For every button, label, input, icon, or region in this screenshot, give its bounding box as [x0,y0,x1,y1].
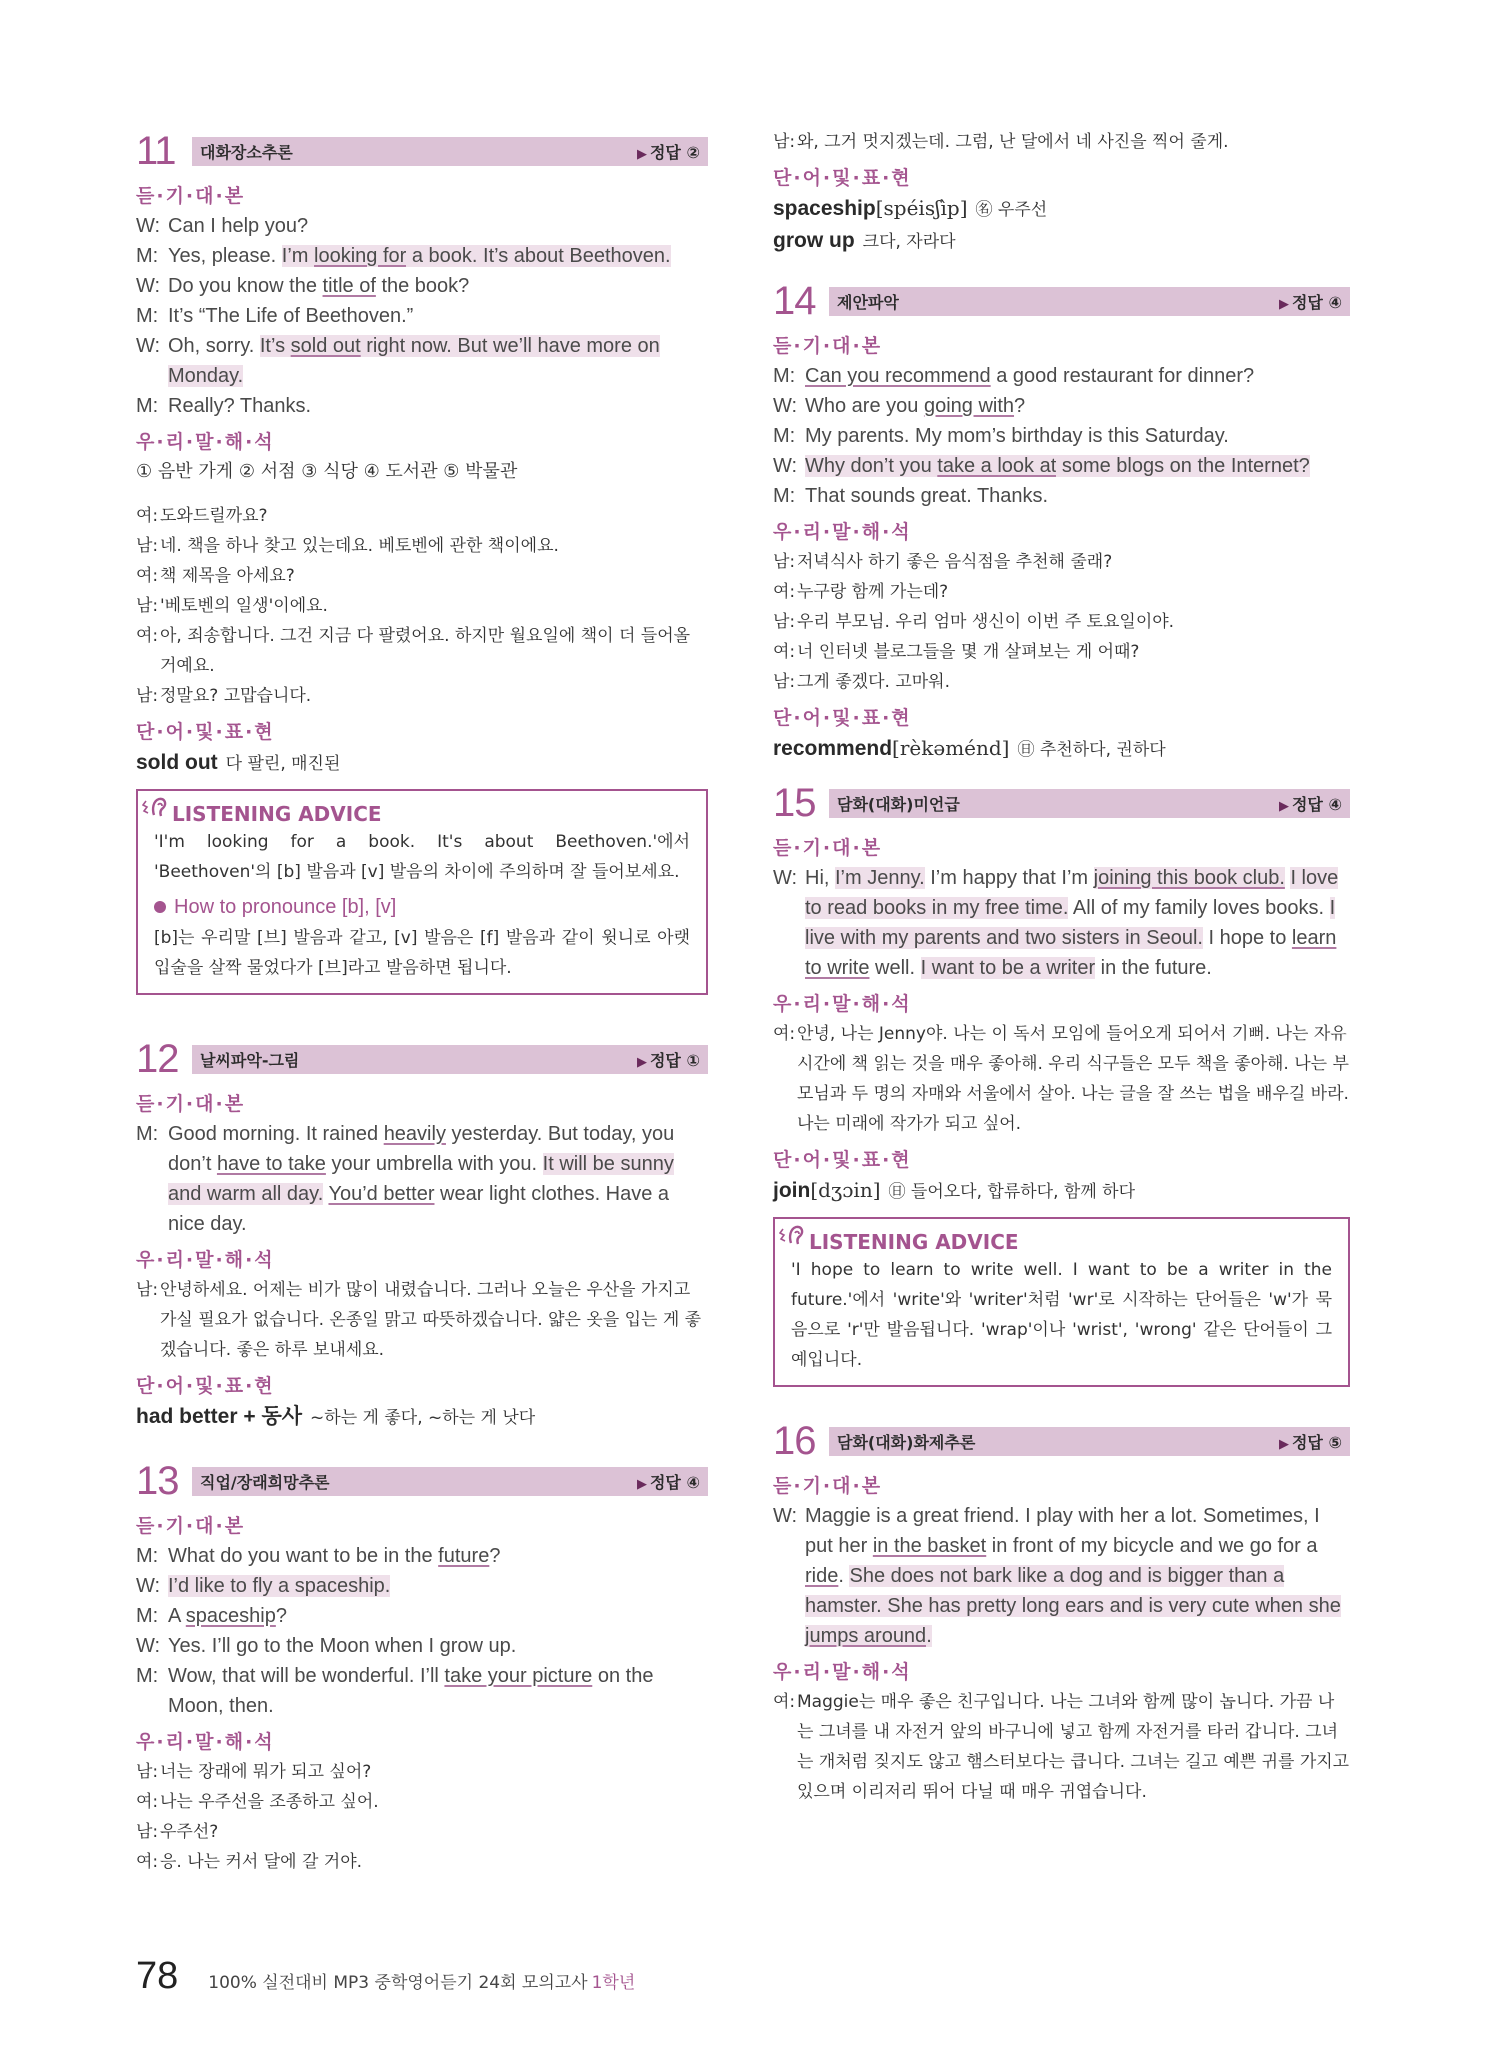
translation-text: 응. 나는 커서 달에 갈 거야. [160,1852,363,1872]
script-line [773,361,1350,391]
question-type: 담화(대화)화제추론 [837,1432,976,1452]
speaker: 남: [136,1822,159,1842]
script-text: It will be sunny and warm all day. [168,1153,674,1205]
script-text: Do you know the [168,275,323,297]
translation-line [773,577,1350,607]
script-text: You’d better [328,1183,435,1205]
speaker: M: [136,395,159,417]
script-line [136,1119,708,1239]
translation-line [773,607,1350,637]
script-text: Yes. I’ll go to the Moon when I grow up. [168,1635,517,1657]
translation-line [136,591,708,621]
play-arrow-icon: ▶ [1278,296,1289,312]
vocab-pronunciation: [rèkəménd] [892,736,1010,760]
vocab-list [773,193,1350,257]
speaker: 남: [136,1280,159,1300]
script-text: . [926,1625,932,1647]
script-text: take a look at [937,455,1057,477]
script-line [773,421,1350,451]
speaker: W: [136,215,161,237]
translation-lines [136,1275,708,1365]
script-text: wear light clothes. Have a nice day. [168,1183,670,1235]
translation-label: 우·리·말·해·석 [773,1661,912,1683]
vocab-label: 단·어·및·표·현 [136,1375,275,1397]
translation-lines [773,1019,1350,1139]
question-type: 대화장소추론 [200,142,293,162]
translation-text: 안녕하세요. 어제는 비가 많이 내렸습니다. 그러나 오늘은 우산을 가지고 가실 필요가 없습니다. 온종일 맑고 따뜻하겠습니다. 얇은 옷을 입는 게 좋겠습니다. 좋은 하루 보내세요. [160,1280,702,1360]
translation-line [136,1757,708,1787]
speaker: W: [773,455,798,477]
answer-badge [1279,290,1342,313]
answer-text: 정답 ⑤ [1291,1432,1342,1452]
script-text: learn to write [805,927,1337,979]
translation-line [773,1687,1350,1807]
script-text: Oh, sorry. [168,335,260,357]
translation-lines [136,501,708,711]
script-text: joining this book club. [1093,867,1285,889]
advice-title-text: LISTENING ADVICE [172,802,382,826]
script-text: Really? Thanks. [168,395,312,417]
question-13 [136,1457,708,1877]
script-text: . [838,1565,850,1587]
translation-text: Maggie는 매우 좋은 친구입니다. 나는 그녀와 함께 많이 놉니다. 가끔 나는 그녀를 내 자전거 앞의 바구니에 넣고 함께 자전거를 타러 갑니다. 그녀는 개처럼 짖지도 않고 햄스터보다는 큽니다. 그녀는 길고 예쁜 귀를 가지고 있으며 이리저리 뛰어 다닐 때 매우 귀엽습니다. [797,1692,1350,1802]
script-text: Hi, [805,867,835,889]
vocab-label: 단·어·및·표·현 [773,1149,912,1171]
speaker: W: [136,1635,161,1657]
script-text: jumps around [805,1625,927,1647]
advice-text: 'I hope to learn to write well. I want to be a writer in the future.'에서 'write'와 'writer'처럼 'wr'로 시작하는 단어들은 'w'가 묵음으로 'r'만 발음됩니다. 'wrap'이나 'wrist', 'wrong' 같은 단어들이 그 예입니다. [791,1260,1332,1370]
script-lines [773,863,1350,983]
script-text: That sounds great. Thanks. [805,485,1049,507]
translation-line [136,1275,708,1365]
grade-label: 1학년 [591,1973,636,1993]
speaker: 남: [773,552,796,572]
speaker: M: [136,245,159,267]
question-15 [773,779,1350,1387]
script-text: ? [275,1605,287,1627]
question-12 [136,1035,708,1433]
left-column [136,127,708,1877]
script-text: A [168,1605,186,1627]
script-text: going with [923,395,1015,417]
vocab-meaning: ~하는 게 좋다, ~하는 게 낫다 [310,1408,536,1428]
listening-advice-box [136,789,708,995]
page-footer [136,1955,635,1998]
script-label: 듣·기·대·본 [773,1475,883,1497]
question-type: 담화(대화)미언급 [837,794,960,814]
script-lines [136,211,708,421]
script-line [136,241,708,271]
speaker: W: [773,867,798,889]
script-text: in front of my bicycle and we go for a [986,1535,1318,1557]
vocab-item [773,193,1350,225]
answer-options: ① 음반 가게 ② 서점 ③ 식당 ④ 도서관 ⑤ 박물관 [136,461,518,482]
script-text: It’s [259,335,291,357]
script-text: right now. But we’ll have more on Monday. [168,335,660,387]
play-arrow-icon: ▶ [636,1476,647,1492]
vocab-word: sold out [136,751,218,774]
question-16 [773,1417,1350,1807]
translation-line [773,637,1350,667]
question-number: 14 [773,279,816,323]
script-text: sold out [290,335,361,357]
script-line [773,391,1350,421]
script-text: I’d like to fly a spaceship. [168,1575,391,1597]
vocab-label: 단·어·및·표·현 [136,721,275,743]
script-line [136,271,708,301]
speaker: M: [136,1605,159,1627]
translation-line [136,501,708,531]
question-type-bar [829,1427,1350,1456]
script-line [136,1541,708,1571]
translation-text: '베토벤의 일생'이에요. [160,596,328,616]
vocab-item [773,733,1350,765]
translation-text: 저녁식사 하기 좋은 음식점을 추천해 줄래? [797,552,1113,572]
script-text: a book. It’s about Beethoven. [406,245,671,267]
answer-text: 정답 ① [649,1050,700,1070]
translation-label: 우·리·말·해·석 [773,993,912,1015]
speaker: M: [136,1545,159,1567]
script-line [136,1661,708,1721]
translation-text: 도와드릴까요? [160,506,268,526]
script-text: My parents. My mom’s birthday is this Saturday. [805,425,1229,447]
question-number: 12 [136,1037,179,1081]
script-text: ? [1014,395,1026,417]
script-line [773,451,1350,481]
speaker: W: [773,395,798,417]
translation-line [136,1787,708,1817]
speaker: 남: [136,686,159,706]
vocab-meaning: ㊔ 우주선 [975,200,1048,220]
script-lines [136,1119,708,1239]
answer-badge [637,1048,700,1071]
advice-subtitle [154,891,690,923]
speaker: 여: [773,1024,796,1044]
vocab-item [773,1175,1350,1207]
translation-text: 안녕, 나는 Jenny야. 나는 이 독서 모임에 들어오게 되어서 기뻐. 나는 자유 시간에 책 읽는 것을 매우 좋아해. 우리 식구들은 모두 책을 좋아해. 나는 부모님과 두 명의 자매와 서울에서 살아. 나는 글을 잘 쓰는 법을 배우길 바라. 나는 미래에 작가가 되고 싶어. [797,1024,1349,1134]
translation-line [773,127,1350,157]
script-text: Why don’t you [805,455,938,477]
script-lines [136,1541,708,1721]
advice-text: 'I'm looking for a book. It's about Beethoven.'에서 'Beethoven'의 [b] 발음과 [v] 발음의 차이에 주의하며 잘 들어보세요. [154,832,690,882]
speaker: 남: [773,672,796,692]
speaker: 남: [773,132,796,152]
question-header [136,1457,708,1505]
question-type-bar [192,137,708,166]
translation-text: 나는 우주선을 조종하고 싶어. [160,1792,379,1812]
play-arrow-icon: ▶ [636,1054,647,1070]
script-text: in the future. [1095,957,1212,979]
translation-lines [773,1687,1350,1807]
script-text: the book? [375,275,470,297]
page-number: 78 [136,1955,179,1997]
script-text: have to take [216,1153,326,1175]
script-text: I want to be a writer [920,957,1096,979]
question-type-bar [192,1467,708,1496]
question-header [136,127,708,175]
translation-text: 와, 그거 멋지겠는데. 그럼, 난 달에서 네 사진을 찍어 줄게. [797,132,1229,152]
speaker: 여: [136,626,159,646]
vocab-item [136,747,708,779]
script-text: spaceship [185,1605,276,1627]
speaker: 여: [773,582,796,602]
ear-icon [142,795,172,830]
script-line [773,863,1350,983]
translation-lines [773,547,1350,697]
translation-line [136,531,708,561]
vocab-meaning: ㊐ 추천하다, 권하다 [1017,740,1166,760]
bullet-icon [154,901,166,913]
question-number: 11 [136,129,176,173]
vocab-label: 단·어·및·표·현 [773,707,912,729]
script-text: I love to read books in my free time. [805,867,1339,919]
answer-text: 정답 ④ [1291,794,1342,814]
speaker: M: [773,425,796,447]
script-text: Can you recommend [805,365,991,387]
speaker: 여: [773,642,796,662]
translation-line [136,1817,708,1847]
translation-label: 우·리·말·해·석 [136,1731,275,1753]
translation-line [136,681,708,711]
script-lines [773,361,1350,511]
script-text: Maggie is a great friend. I play with her a lot. Sometimes, I put her [805,1505,1320,1557]
script-text: I’m [281,245,315,267]
vocab-word: grow up [773,229,855,252]
speaker: M: [136,1123,159,1145]
question-number: 15 [773,781,816,825]
translation-text: 네. 책을 하나 찾고 있는데요. 베토벤에 관한 책이에요. [160,536,559,556]
translation-lines [136,1757,708,1877]
vocab-meaning: 다 팔린, 매진된 [225,754,341,774]
script-text: your umbrella with you. [325,1153,543,1175]
script-text: a good restaurant for dinner? [990,365,1255,387]
question-type-bar [829,287,1350,316]
speaker: 여: [773,1692,796,1712]
script-text: All of my family loves books. [1068,897,1330,919]
script-text: Wow, that will be wonderful. I’ll [168,1665,445,1687]
speaker: W: [136,275,161,297]
script-text: future [438,1545,490,1567]
script-text: It’s “The Life of Beethoven.” [168,305,414,327]
answer-badge [637,1470,700,1493]
vocab-item [773,225,1350,257]
question-14 [773,277,1350,765]
script-line [136,391,708,421]
script-line [136,1571,708,1601]
script-line [136,1601,708,1631]
vocab-word: join [773,1179,811,1202]
script-text: Good morning. It rained [168,1123,384,1145]
question-type-bar [829,789,1350,818]
translation-label: 우·리·말·해·석 [136,1249,275,1271]
translation-label: 우·리·말·해·석 [773,521,912,543]
script-text: I’m Jenny. [835,867,925,889]
answer-badge [637,140,700,163]
advice-title [791,1223,1332,1255]
script-text: ride [805,1565,839,1587]
translation-text: 우리 부모님. 우리 엄마 생신이 이번 주 토요일이야. [797,612,1175,632]
script-label: 듣·기·대·본 [773,837,883,859]
advice-subtitle-text: How to pronounce [b], [v] [174,896,397,918]
vocab-item [136,1401,708,1433]
script-line [136,211,708,241]
listening-advice-box [773,1217,1350,1387]
speaker: 남: [136,1762,159,1782]
speaker: W: [136,335,161,357]
advice-sub-text: [b]는 우리말 [브] 발음과 같고, [v] 발음은 [f] 발음과 같이 윗니로 아랫입술을 살짝 물었다가 [브]라고 발음하면 됩니다. [154,928,690,978]
vocab-meaning: ㊐ 들어오다, 합류하다, 함께 하다 [888,1182,1136,1202]
translation-line [773,667,1350,697]
question-header [773,1417,1350,1465]
translation-label: 우·리·말·해·석 [136,431,275,453]
speaker: M: [773,485,796,507]
vocab-list [773,733,1350,765]
vocab-word: recommend [773,737,893,760]
translation-text: 너는 장래에 뭐가 되고 싶어? [160,1762,372,1782]
script-text: title of [322,275,376,297]
script-text: on the Moon, then. [168,1665,654,1717]
question-header [136,1035,708,1083]
vocab-list [136,1401,708,1433]
vocab-pronunciation: [spéisʃìp] [875,196,968,220]
vocab-pronunciation: [dʒɔin] [810,1178,881,1202]
script-lines [773,1501,1350,1651]
speaker: 여: [136,1792,159,1812]
script-text: I hope to [1202,927,1292,949]
script-text: What do you want to be in the [168,1545,439,1567]
translation-text: 아, 죄송합니다. 그건 지금 다 팔렸어요. 하지만 월요일에 책이 더 들어올 거예요. [160,626,691,676]
translation-line [773,1019,1350,1139]
script-text: Who are you [805,395,924,417]
script-line [136,1631,708,1661]
play-arrow-icon: ▶ [1278,798,1289,814]
script-label: 듣·기·대·본 [136,1515,246,1537]
script-text: looking for [314,245,407,267]
script-text: heavily [383,1123,446,1145]
speaker: M: [136,305,159,327]
question-header [773,277,1350,325]
question-11 [136,127,708,995]
question-header [773,779,1350,827]
play-arrow-icon: ▶ [1278,1436,1289,1452]
right-column [773,127,1350,1807]
script-label: 듣·기·대·본 [773,335,883,357]
script-text: She does not bark like a dog and is bigger than a hamster. She has pretty long ears and is very cute when she [805,1565,1341,1617]
script-label: 듣·기·대·본 [136,1093,246,1115]
vocab-list [136,747,708,779]
translation-text: 정말요? 고맙습니다. [160,686,312,706]
script-text: take your picture [444,1665,593,1687]
speaker: 남: [773,612,796,632]
script-text: yesterday. But today, you don’t [168,1123,675,1175]
answer-text: 정답 ④ [1291,292,1342,312]
translation-text: 우주선? [160,1822,219,1842]
script-line [773,1501,1350,1651]
book-title: 100% 실전대비 MP3 중학영어듣기 24회 모의고사 [208,1973,588,1993]
advice-title [154,795,690,827]
script-text: some blogs on the Internet? [1056,455,1310,477]
script-text: in the basket [872,1535,987,1557]
question-type: 날씨파악-그림 [200,1050,300,1070]
vocab-label: 단·어·및·표·현 [773,167,912,189]
script-text: Can I help you? [168,215,309,237]
script-text: I live with my parents and two sisters in Seoul. [805,897,1336,949]
speaker: 여: [136,1852,159,1872]
translation-line [136,561,708,591]
translation-text: 너 인터넷 블로그들을 몇 개 살펴보는 게 어때? [797,642,1140,662]
vocab-word: spaceship [773,197,876,220]
question-number: 13 [136,1459,179,1503]
answer-badge [1279,1430,1342,1453]
speaker: M: [773,365,796,387]
translation-text: 누구랑 함께 가는데? [797,582,949,602]
question-type: 제안파악 [837,292,899,312]
speaker: 여: [136,566,159,586]
answer-badge [1279,792,1342,815]
script-line [136,301,708,331]
translation-text: 그게 좋겠다. 고마워. [797,672,950,692]
vocab-word: had better + 동사 [136,1405,303,1428]
script-line [773,481,1350,511]
advice-title-text: LISTENING ADVICE [809,1230,1019,1254]
speaker: M: [136,1665,159,1687]
script-text: Yes, please. [168,245,282,267]
question-type-bar [192,1045,708,1074]
question-type: 직업/장래희망추론 [200,1472,330,1492]
answer-text: 정답 ② [649,142,700,162]
translation-line [773,547,1350,577]
speaker: W: [773,1505,798,1527]
script-text: ? [489,1545,501,1567]
vocab-list [773,1175,1350,1207]
speaker: 남: [136,536,159,556]
ear-icon [779,1223,809,1258]
play-arrow-icon: ▶ [636,146,647,162]
speaker: 여: [136,506,159,526]
translation-lines-continued [773,127,1350,157]
vocab-meaning: 크다, 자라다 [862,232,956,252]
speaker: 남: [136,596,159,616]
question-number: 16 [773,1419,816,1463]
speaker: W: [136,1575,161,1597]
answer-text: 정답 ④ [649,1472,700,1492]
script-line [136,331,708,391]
translation-line [136,1847,708,1877]
script-text: well. [869,957,921,979]
script-label: 듣·기·대·본 [136,185,246,207]
translation-text: 책 제목을 아세요? [160,566,295,586]
script-text: I’m happy that I’m [924,867,1094,889]
translation-line [136,621,708,681]
